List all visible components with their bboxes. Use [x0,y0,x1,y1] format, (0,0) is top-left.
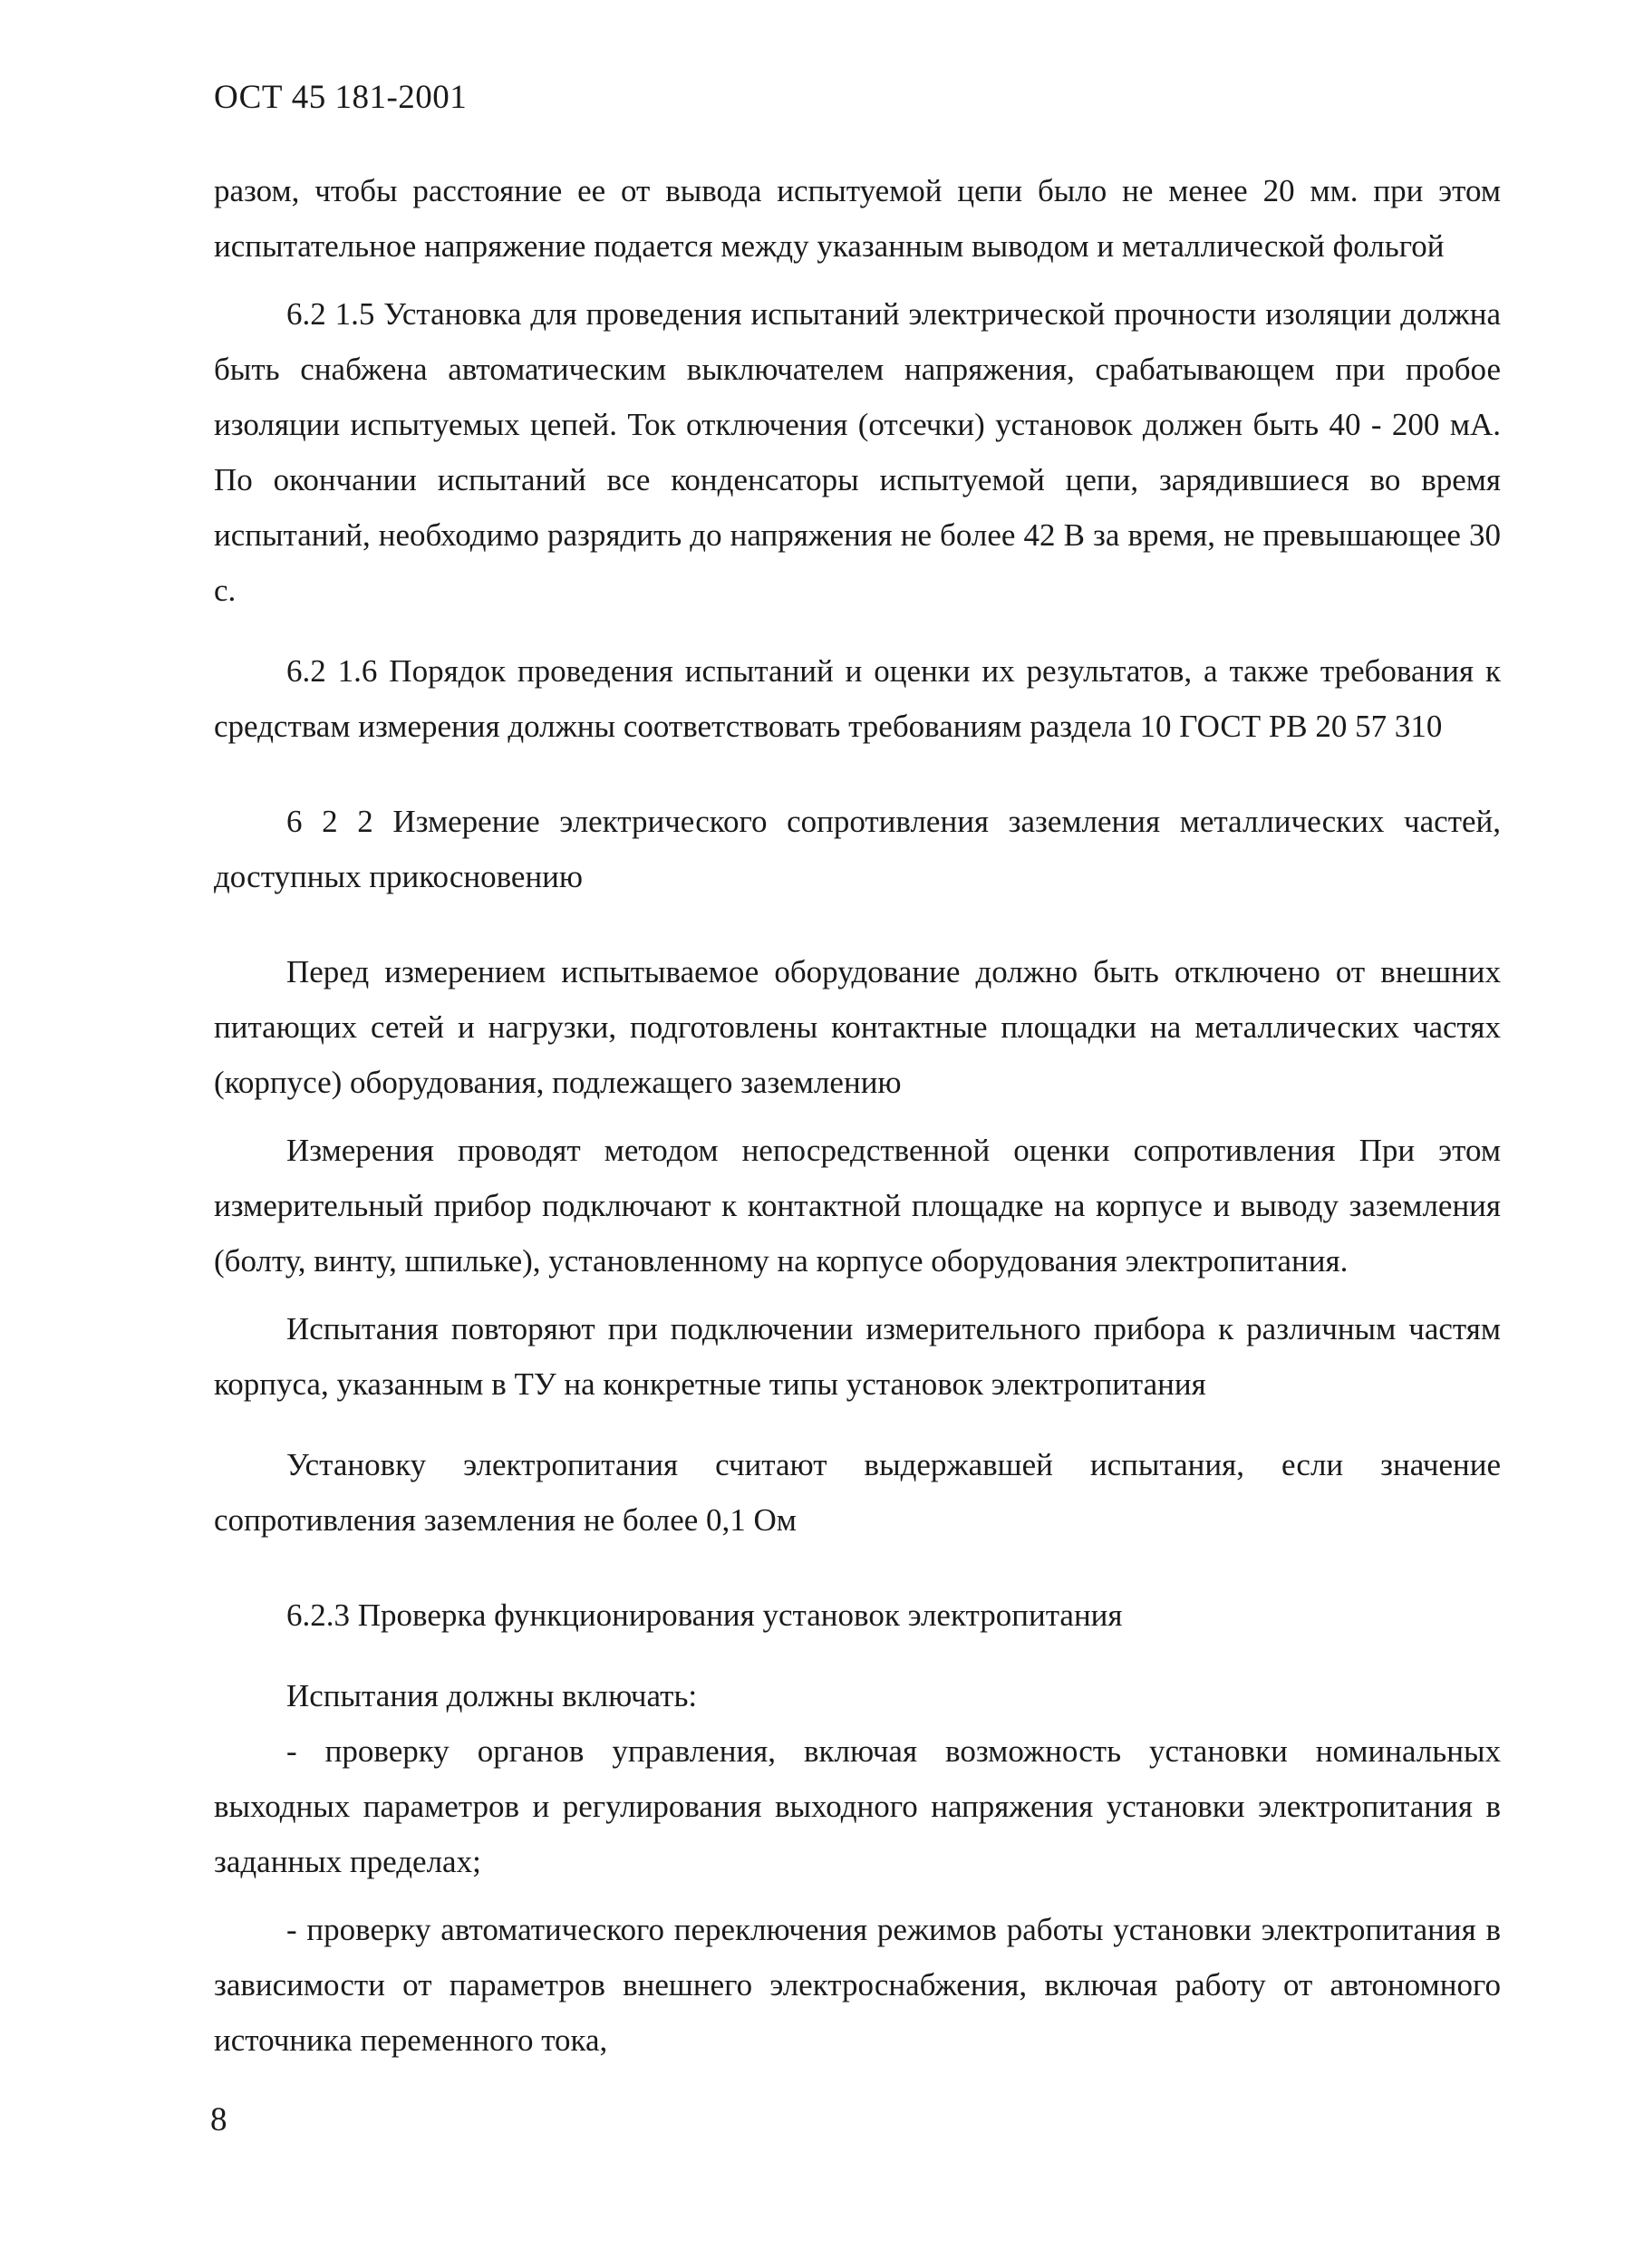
paragraph-acceptance-criterion: Установку электропитания считают выдержавшей испытания, если значение сопротивления заземления не более 0,1 Ом [214,1447,1501,1538]
page-number: 8 [210,2101,227,2138]
section-heading-6-2-3: 6.2.3 Проверка функционирования установок электропитания [286,1597,1123,1633]
paragraph-repeat-tests: Испытания повторяют при подключении измерительного прибора к различным частям корпуса, указанным в ТУ на конкретные типы установок электропитания [214,1311,1501,1402]
list-item-auto-switching-check: - проверку автоматического переключения режимов работы установки электропитания в зависимости от параметров внешнего электроснабжения, включая работу от автономного источника переменного тока, [214,1912,1501,2058]
document-body [214,163,1501,2068]
paragraph-6-2-1-5: 6.2 1.5 Установка для проведения испытаний электрической прочности изоляции должна быть снабжена автоматическим выключателем напряжения, срабатывающем при пробое изоляции испытуемых цепей. Ток отключения (отсечки) установок должен быть 40 - 200 мА. По окончании испытаний все конденсаторы испытуемой цепи, зарядившиеся во время испытаний, необходимо разрядить до напряжения не более 42 В за время, не превышающее 30 с. [214,296,1501,608]
paragraph-tests-include: Испытания должны включать: [286,1678,698,1713]
document-code-header: ОСТ 45 181-2001 [214,79,468,116]
paragraph-measurement-method: Измерения проводят методом непосредственной оценки сопротивления При этом измерительный прибор подключают к контактной площадке на корпусе и выводу заземления (болту, винту, шпильке), установленному на корпусе оборудования электропитания. [214,1133,1501,1279]
paragraph-6-2-1-6: 6.2 1.6 Порядок проведения испытаний и оценки их результатов, а также требования к средствам измерения должны соответствовать требованиям раздела 10 ГОСТ РВ 20 57 310 [214,653,1501,744]
paragraph-continuation: разом, чтобы расстояние ее от вывода испытуемой цепи было не менее 20 мм. при этом испытательное напряжение подается между указанным выводом и металлической фольгой [214,173,1501,264]
list-item-controls-check: - проверку органов управления, включая возможность установки номинальных выходных параметров и регулирования выходного напряжения установки электропитания в заданных пределах; [214,1733,1501,1879]
paragraph-preparation: Перед измерением испытываемое оборудование должно быть отключено от внешних питающих сетей и нагрузки, подготовлены контактные площадки на металлических частях (корпусе) оборудования, подлежащего заземлению [214,954,1501,1100]
section-heading-6-2-2: 6 2 2 Измерение электрического сопротивления заземления металлических частей, доступных прикосновению [214,804,1501,894]
